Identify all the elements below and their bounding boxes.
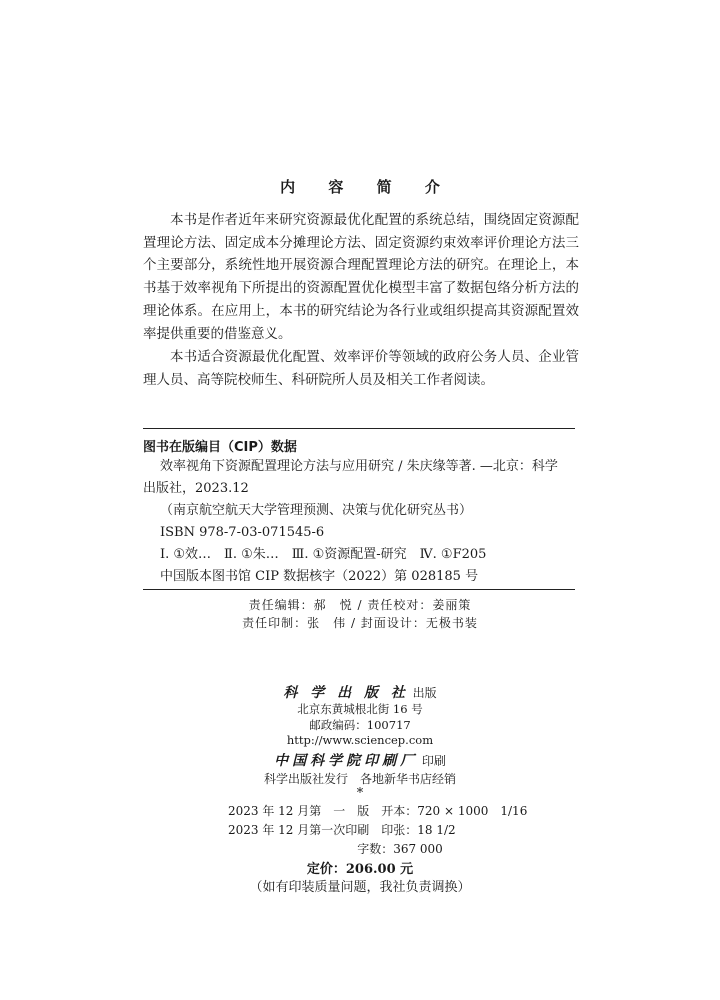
cip-bottom-rule (143, 589, 575, 590)
printer-row (0, 750, 720, 770)
printing-line: 2023 年 12 月第一次印刷 印张：18 1/2 (228, 823, 456, 837)
cip-line-6: 中国版本图书馆 CIP 数据核字（2022）第 028185 号 (160, 569, 479, 584)
separator-star: * (356, 786, 364, 801)
distribution-line: 科学出版社发行 各地新华书店经销 (263, 772, 456, 786)
cip-line-2: 出版社，2023.12 (143, 481, 249, 496)
price-line: 定价：206.00 元 (306, 862, 414, 877)
edition-line: 2023 年 12 月第 一 版 开本：720 × 1000 1/16 (228, 804, 528, 818)
publisher-address: 北京东黄城根北街 16 号 (297, 702, 423, 716)
cip-top-rule (143, 428, 575, 429)
quality-note: （如有印装质量问题，我社负责调换） (249, 880, 471, 895)
credits-line-2: 责任印制：张 伟 / 封面设计：无极书装 (242, 616, 478, 630)
publisher-row (0, 682, 720, 702)
cip-line-5: Ⅰ. ①效… Ⅱ. ①朱… Ⅲ. ①资源配置-研究 Ⅳ. ①F205 (160, 547, 487, 562)
cip-heading: 图书在版编目（CIP）数据 (143, 440, 297, 455)
page-title: 内 容 简 介 (280, 178, 454, 196)
credits-line-1: 责任编辑：郝 悦 / 责任校对：姜丽策 (248, 598, 472, 612)
cip-line-4: ISBN 978-7-03-071545-6 (160, 525, 325, 540)
publisher-role: 出版 (412, 686, 437, 700)
publisher-url: http://www.sciencep.com (286, 733, 434, 747)
wordcount-line: 字数：367 000 (357, 842, 443, 856)
summary-paragraph-2: 本书适合资源最优化配置、效率评价等领域的政府公务人员、企业管理人员、高等院校师生、科研院所人员及相关工作者阅读。 (143, 349, 579, 388)
printer-role: 印刷 (421, 754, 446, 768)
cip-line-1: 效率视角下资源配置理论方法与应用研究 / 朱庆缘等著. —北京：科学 (160, 459, 558, 474)
publisher-postcode: 邮政编码：100717 (309, 718, 411, 732)
publisher-logo-text: 科 学 出 版 社 (283, 685, 409, 701)
summary-paragraph-1: 本书是作者近年来研究资源最优化配置的系统总结，围绕固定资源配置理论方法、固定成本分摊理论方法、固定资源约束效率评价理论方法三个主要部分，系统性地开展资源合理配置理论方法的研究。在理论上，本书基于效率视角下所提出的资源配置优化模型丰富了数据包络分析方法的理论体系。在应用上，本书的研究结论为各行业或组织提高其资源配置效率提供重要的借鉴意义。 (143, 212, 579, 342)
printer-logo-text: 中国科学院印刷厂 (274, 753, 419, 769)
cip-line-3: （南京航空航天大学管理预测、决策与优化研究丛书） (160, 503, 473, 518)
